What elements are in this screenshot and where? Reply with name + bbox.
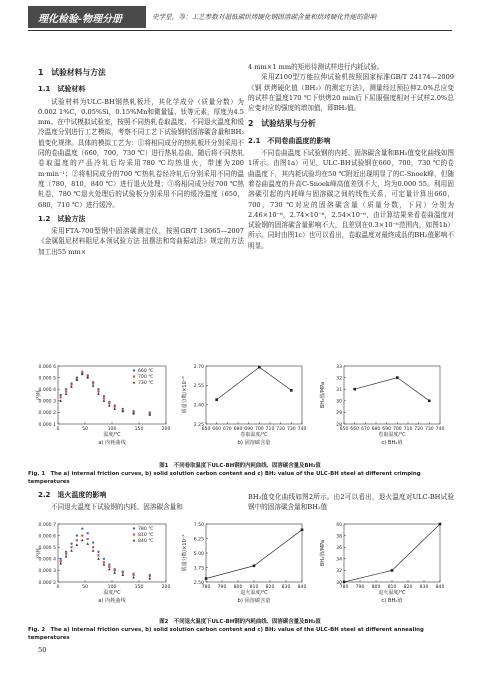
x-tick-label: 670 (360, 427, 370, 432)
section-1-2-text: 采用FTA-700型钢中固溶碳测定仪，按照GB/T 13665—2007《金属阻尼材料阻尼本领试验方法 扭摆法和弯曲振动法》规定的方法加工出55 mm× (38, 227, 244, 256)
y-tick-label: 0.000 6 (38, 534, 56, 540)
x-axis-label: 温度/℃ (103, 432, 121, 438)
data-point (114, 569, 116, 571)
data-point (301, 529, 304, 532)
x-tick-label: 830 (419, 585, 429, 590)
data-point (205, 577, 208, 580)
data-point (149, 577, 152, 579)
y-tick-label: 36 (336, 546, 342, 551)
y-tick-label: 30 (336, 399, 342, 405)
data-point (113, 571, 116, 573)
y-tick-label: 38 (336, 534, 342, 540)
data-point (87, 532, 89, 534)
y-tick-label: 6.25 (193, 537, 204, 543)
x-tick-label: 150 (134, 427, 144, 432)
x-tick-label: 780 (201, 585, 211, 590)
data-point (122, 572, 124, 574)
x-tick-label: 680 (233, 427, 243, 432)
fig1-caption (28, 462, 452, 486)
data-point (92, 549, 95, 551)
panel-label: c) BH₂值 (381, 440, 403, 446)
legend-marker (133, 527, 135, 529)
data-point (70, 546, 72, 548)
page-number: 50 (38, 646, 47, 654)
continued-text: 4 mm×1 mm的矩形待测试样进行内耗试验。 (248, 63, 384, 71)
running-title: 史学星，等：工艺参数对超低碳烘烤硬化钢固溶碳含量和烘烤硬化性能的影响 (152, 13, 377, 21)
x-tick-label: 820 (265, 585, 275, 590)
y-tick-label: 0.000 4 (38, 388, 56, 393)
y-tick-label: 32 (336, 569, 342, 575)
y-tick-label: 31 (336, 388, 342, 393)
x-tick-label: 690 (382, 427, 392, 432)
fig2a-chart (34, 520, 174, 612)
fig2-caption-cn: 图2 不同退火温度下ULC-BH钢的内耗曲线、固溶碳含量及BH₂值 (159, 619, 321, 625)
y-tick-label: 0.000 5 (38, 546, 56, 551)
x-tick-label: 740 (297, 427, 307, 432)
legend-marker (133, 381, 136, 383)
data-point (81, 535, 83, 537)
data-point (114, 406, 116, 408)
y-tick-label: 32 (336, 376, 342, 382)
data-point (108, 563, 110, 565)
data-point (108, 568, 111, 570)
data-point (439, 523, 442, 526)
section-2-2-text-left: 不同退火温度下试验钢的内耗、固溶碳含量和 (51, 503, 183, 512)
fig1b-svg (180, 362, 310, 452)
data-line (355, 378, 430, 401)
x-tick-label: 200 (161, 427, 171, 432)
x-tick-label: 0 (56, 427, 60, 432)
section-2-1-title: 2.1 不同卷曲温度的影响 (248, 136, 331, 145)
data-point (113, 408, 116, 410)
right-column (248, 62, 454, 251)
fig2a-svg (34, 520, 174, 612)
fig1a-svg (34, 362, 174, 452)
section-2-1-text: 不同卷曲温度下试验钢的内耗、固溶碳含量和BH₂值变化曲线如图1所示。由图1a）可见，ULC-BH试验钢在660，700，730 ℃的卷曲温度下，其内耗试验均在50 ℃附近出现明显了的C-Snoek峰，但随着卷曲温度的升高C-Snoek峰高值差别不大，均为0.000 55。利用固溶碳引起的内耗峰与固溶碳之间的线性关系，可定量计算出660，700，730 ℃对应的固溶碳含量（质量分数，下同）分别为2.46×10⁻⁶，2.74×10⁻⁶，2.54×10⁻⁶，由计算结果来看卷曲温度对试验钢的固溶碳含量影响不大，且差别在0.3×10⁻⁶范围内，如图1b）所示。同时由图1c）也可以看出，卷取温度对最终成品的BH₂值影响不明显。 (248, 149, 454, 250)
fig1-caption-cn: 图1 不同卷取温度下ULC-BH钢的内耗曲线、固溶碳含量及BH₂值 (159, 463, 321, 469)
data-point (103, 397, 105, 399)
data-line (206, 530, 302, 579)
y-tick-label: 0.000 6 (38, 364, 56, 370)
x-tick-label: 710 (403, 427, 413, 432)
bh-method-text: 采用Z100型万能拉伸试验机按照国家标准GB/T 24174—2009《钢 烘烤硬化值（BH₂）的测定方法》，测量经过预拉伸2.0%总应变的试样在温度170 ℃下烘烤20 min后下屈服强度相对于试样2.0%总应变对应的强度的增加值，即BH₂值。 (248, 73, 454, 113)
section-2-2-text-right: BH₂值变化曲线如图2所示。由2可以看出，退火温度对ULC-BH试验钢中的固溶碳含量和BH₂值 (248, 493, 454, 512)
data-point (65, 551, 67, 553)
data-point (149, 575, 151, 577)
x-tick-label: 730 (286, 427, 296, 432)
y-axis-label: 内耗 (36, 547, 42, 559)
data-point (65, 392, 68, 394)
data-point (65, 555, 68, 557)
data-point (60, 560, 62, 562)
x-axis-label: 卷取温度/℃ (240, 432, 268, 438)
legend-label: 840 ℃ (138, 539, 154, 544)
data-point (70, 549, 73, 551)
legend-label: 780 ℃ (138, 527, 154, 532)
plot-frame (344, 366, 440, 424)
fig2b-svg (180, 520, 310, 612)
x-axis-label: 退火温度/℃ (378, 590, 406, 596)
fig1c-svg (318, 362, 448, 452)
y-tick-label: 0.000 4 (38, 557, 56, 563)
legend-label: 660 ℃ (138, 369, 154, 374)
y-axis-label: 质量分数/×10⁻⁶ (182, 376, 188, 414)
x-tick-label: 690 (244, 427, 254, 432)
x-tick-label: 50 (82, 585, 88, 590)
data-point (92, 541, 94, 543)
panel-label: c) BH₂值 (381, 598, 403, 604)
data-point (396, 376, 399, 379)
x-tick-label: 730 (424, 427, 434, 432)
x-tick-label: 100 (107, 585, 117, 590)
x-tick-label: 650 (201, 427, 211, 432)
data-point (81, 371, 83, 373)
fig1b-chart (180, 362, 310, 452)
data-point (65, 388, 67, 390)
x-tick-label: 800 (371, 585, 381, 590)
x-tick-label: 660 (212, 427, 222, 432)
data-point (70, 543, 72, 545)
plot-frame (206, 524, 302, 582)
y-axis-label: BH₂值/MPa (320, 539, 326, 567)
data-point (60, 396, 62, 398)
data-point (97, 557, 100, 559)
y-tick-label: 33 (336, 364, 342, 370)
data-point (343, 581, 346, 584)
x-tick-label: 700 (254, 427, 264, 432)
panel-label: b) 固溶碳含量 (237, 440, 271, 446)
x-tick-label: 720 (276, 427, 286, 432)
fig2c-svg (318, 520, 448, 612)
journal-logo (28, 6, 146, 28)
page-header (0, 0, 480, 34)
x-tick-label: 830 (281, 585, 291, 590)
plot-frame (344, 524, 440, 582)
journal-name: 理化检验-物理分册 (38, 14, 123, 25)
data-point (65, 390, 67, 392)
data-point (60, 394, 62, 396)
bottom-right-text (248, 492, 454, 513)
data-point (391, 569, 394, 572)
data-point (97, 392, 100, 394)
y-tick-label: 0.000 3 (38, 569, 56, 575)
data-point (97, 388, 99, 390)
section-1-1-title: 1.1 试验材料 (38, 85, 86, 94)
x-tick-label: 680 (371, 427, 381, 432)
y-tick-label: 2.50 (193, 580, 204, 586)
data-point (215, 398, 218, 401)
fig2-caption (28, 618, 452, 642)
data-point (59, 562, 62, 564)
legend-marker (133, 539, 136, 541)
x-tick-label: 840 (435, 585, 445, 590)
bottom-left-text (38, 486, 244, 513)
x-tick-label: 790 (355, 585, 365, 590)
y-tick-label: 5.00 (193, 551, 204, 557)
x-tick-label: 810 (249, 585, 259, 590)
y-tick-label: 0.000 3 (38, 399, 56, 405)
data-point (290, 389, 293, 392)
x-tick-label: 150 (134, 585, 144, 590)
x-tick-label: 820 (403, 585, 413, 590)
x-tick-label: 720 (414, 427, 424, 432)
y-axis-label: 质量分数/×10⁻⁶ (182, 534, 188, 572)
x-tick-label: 50 (82, 427, 88, 432)
header-rule (28, 30, 452, 31)
x-tick-label: 740 (435, 427, 445, 432)
data-point (353, 388, 356, 391)
data-point (108, 402, 110, 404)
fig1a-chart (34, 362, 174, 452)
y-tick-label: 2.70 (193, 364, 204, 370)
y-tick-label: 0.000 7 (38, 522, 56, 528)
legend-label: 700 ℃ (138, 375, 154, 380)
x-axis-label: 温度/℃ (103, 590, 121, 596)
legend-marker (133, 369, 135, 371)
data-point (76, 543, 79, 545)
legend-marker (133, 533, 135, 535)
y-tick-label: 2.55 (193, 384, 204, 390)
x-tick-label: 710 (265, 427, 275, 432)
panel-label: a) 内耗曲线 (98, 598, 126, 604)
x-tick-label: 650 (339, 427, 349, 432)
data-point (133, 574, 135, 576)
y-tick-label: 0.000 2 (38, 411, 56, 417)
y-tick-label: 40 (336, 522, 342, 528)
x-tick-label: 200 (161, 585, 171, 590)
section-1-1-text: 试验材料为ULC-BH钢热轧板坯，其化学成分（质量分数）为0.002 1%C，0.05%Si，0.15%Mn和微量锰、钛等元素，厚度为4.5 mm。在中试模拟试验室，按照不同热轧卷取温度、不同退火温度和缓冷温度分别进行工艺模拟，考察不同工艺下试验钢的固溶碳含量和BH₂值变化规律。具体的模拟工艺为：①将相同成分的热轧板坯分别采用不同的卷曲温度（660，700，730 ℃）进行热轧卷曲，随后将不同热轧卷取温度的产品冷轧后均采用780 ℃均热退火，带速为200 m·min⁻¹；②将相同成分的700 ℃热轧卷经冷轧后分别采用不同的温度（780，810，840 ℃）进行退火处理；③将相同成分经700 ℃热轧卷，780 ℃退火处理后的试验板分别采用不同的缓冷温度（650，680，710 ℃）进行缓冷。 (38, 97, 244, 209)
x-tick-label: 810 (387, 585, 397, 590)
x-tick-label: 0 (56, 585, 60, 590)
x-tick-label: 100 (107, 427, 117, 432)
data-point (92, 546, 94, 548)
x-axis-label: 退火温度/℃ (240, 590, 268, 596)
panel-label: b) 固溶碳含量 (237, 598, 271, 604)
data-point (103, 558, 105, 560)
y-tick-label: 0.000 2 (38, 580, 56, 586)
x-tick-label: 660 (350, 427, 360, 432)
data-point (108, 566, 110, 568)
data-point (97, 554, 99, 556)
fig1-caption-en: Fig. 1 The a) internal friction curves, b) solid solution carbon content and c) BH₂ value of the ULC-BH steel at different crimping temperatures (28, 471, 421, 485)
legend-label: 730 ℃ (138, 381, 154, 386)
data-point (92, 384, 95, 386)
data-point (132, 576, 135, 578)
y-tick-label: 29 (336, 411, 342, 417)
legend-label: 810 ℃ (138, 533, 154, 538)
section-1-title: 1 试验材料与方法 (38, 68, 106, 77)
panel-label: a) 内耗曲线 (98, 440, 126, 446)
left-column (38, 62, 244, 257)
section-1-2-title: 1.2 试验方法 (38, 214, 86, 223)
x-tick-label: 840 (297, 585, 307, 590)
y-tick-label: 3.75 (193, 566, 204, 572)
legend-marker (133, 375, 135, 377)
y-tick-label: 34 (336, 557, 342, 563)
data-point (253, 564, 256, 567)
fig2b-chart (180, 520, 310, 612)
data-point (428, 400, 431, 403)
data-point (258, 366, 261, 369)
data-point (76, 539, 78, 541)
data-point (60, 558, 62, 560)
data-point (92, 382, 94, 384)
data-point (76, 534, 78, 536)
data-point (103, 399, 106, 401)
data-point (122, 574, 125, 576)
data-line (344, 524, 440, 582)
y-tick-label: 2.25 (193, 422, 204, 428)
data-point (70, 385, 73, 387)
fig2c-chart (318, 520, 448, 612)
data-point (103, 561, 105, 563)
y-axis-label: BH₂值/MPa (320, 381, 326, 409)
y-tick-label: 30 (336, 580, 342, 586)
x-tick-label: 670 (222, 427, 232, 432)
section-2-2-title: 2.2 退火温度的影响 (38, 491, 107, 499)
y-tick-label: 2.40 (193, 403, 204, 409)
y-tick-label: 7.50 (193, 522, 204, 528)
data-point (86, 542, 89, 544)
x-tick-label: 790 (217, 585, 227, 590)
plot-frame (206, 366, 302, 424)
section-2-title: 2 试验结果与分析 (248, 119, 316, 129)
x-tick-label: 780 (339, 585, 349, 590)
data-point (81, 539, 84, 541)
y-tick-label: 0.000 5 (38, 376, 56, 382)
x-tick-label: 800 (233, 585, 243, 590)
y-tick-label: 28 (336, 422, 342, 428)
data-point (70, 383, 72, 385)
data-point (108, 404, 111, 406)
data-point (65, 553, 67, 555)
data-point (81, 527, 83, 529)
data-line (217, 367, 292, 399)
data-point (87, 538, 89, 540)
y-axis-label: 内耗 (36, 389, 42, 401)
y-tick-label: 0.000 1 (38, 422, 56, 428)
x-axis-label: 卷取温度/℃ (378, 432, 406, 438)
data-point (103, 395, 105, 397)
data-point (97, 551, 99, 553)
fig1c-chart (318, 362, 448, 452)
data-point (97, 390, 99, 392)
data-point (103, 563, 106, 565)
fig2-caption-en: Fig. 2 The a) internal friction curves, b) solid solution carbon content and c) BH₂ value of the ULC-BH steel at different annealing temperatures (28, 627, 424, 641)
x-tick-label: 700 (392, 427, 402, 432)
